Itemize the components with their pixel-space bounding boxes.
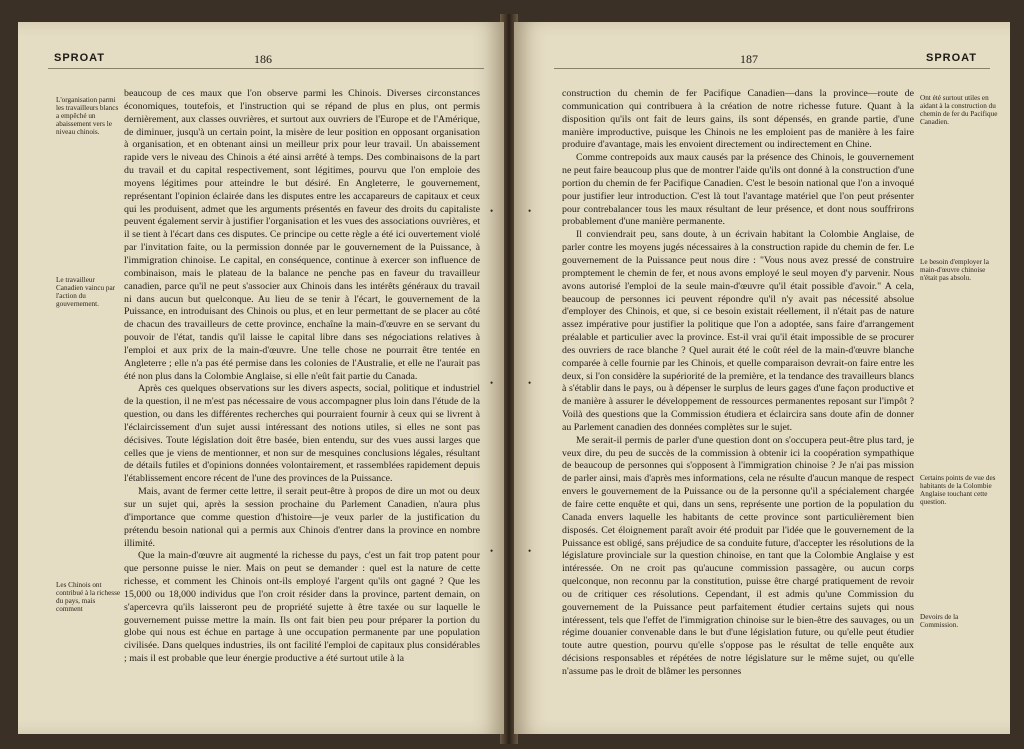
header-rule-left [48,68,484,69]
page-number-right: 187 [740,52,758,66]
margin-note: Le besoin d'employer la main-d'œuvre chinoise n'était pas absolu. [920,258,989,283]
margin-note: Ont été surtout utiles en aidant à la construction du chemin de fer du Pacifique Canadien. [920,94,998,127]
margin-note: Les Chinois ont contribué à la richesse du pays, mais comment [56,581,121,614]
paragraph: construction du chemin de fer Pacifique Canadien—dans la province—route de communication qui contribuera à la création de notre richesse future. Quant à la disposition qu'ils ont fait de leurs gains, ils sont dépensés, en grande partie, d'une manière improductive, puisque les Chinois ne les emploient pas de manière à les faire produire d'avantage, mais les envoient directement ou indirectement en Chine. [562,88,914,151]
running-head-right: SPROAT [926,52,978,64]
right-page-text [562,88,914,679]
margin-note: Devoirs de la Commission. [920,613,959,630]
binding-mark: • [490,206,494,216]
paragraph: beaucoup de ces maux que l'on observe parmi les Chinois. Diverses circonstances économiques, toutefois, et l'instruction qui se répand de plus en plus, ont permis dernièrement, aux classes ouvrières, et surtout aux ouvriers de l'Europe et de l'Amérique, de diminuer, jusqu'à un certain point, la misère de leur position en opposant organisation à organisation, et en obtenant ainsi un meilleur prix pour leur travail. Un abaissement rapide vers le niveau des Chinois a été ainsi arrêté à temps. Des combinaisons de la part du travail et du capital respectivement, sont légitimes, pourvu que l'on emploie des moyens légitimes pour atteindre le but désiré. En Angleterre, le gouvernement, représentant l'opinion éclairée dans les disputes entre les accapareurs de capitaux et ceux qui les produisent, admet que les arguments présentés en faveur des droits du capitaliste peuvent également servir à justifier l'organisation et les vues des associations ouvrières, et il se tient à l'écart dans ces disputes. Ce principe ou cette règle a été ici ouvertement violé par l'invitation faite, ou la permission donnée par le gouvernement de la Puissance, à l'immigration chinoise. Le capital, en conséquence, continue à exercer son influence de combinaison, mais le plateau de la balance ne penche pas en faveur du travailleur canadien, parce qu'il ne peut s'associer aux Chinois dans les intérêts généraux du travail ni dans aucun but quelconque. Au lieu de se tenir à l'écart, le gouvernement de la Puissance, en introduisant des Chinois ou plus, et en leur permettant de se placer au côté de chacun des travailleurs de cette province, enchaîne la main-d'œuvre en se servant du pouvoir de l'état, tandis qu'il laisse le capital libre dans ses négociations relatives à l'emploi et aux prix de la main-d'œuvre. Une telle chose ne pourrait être tentée en Angleterre ; elle n'a pas été permise dans les colonies de l'Australie, et elle ne l'aurait pas été non plus dans la Colombie Anglaise, si elle n'eût fait partie du Canada. [124,88,480,382]
page-number-left: 186 [254,52,272,66]
running-head-left: SPROAT [54,52,106,64]
right-page [514,22,1010,734]
paragraph: Me serait-il permis de parler d'une question dont on s'occupera peut-être plus tard, je veux dire, du peu de succès de la commission à obtenir ici la coopération sympathique de beaucoup de personnes qui s'opposent à l'immigration chinoise ? Je n'ai pas mission de parler ainsi, mais d'après mes informations, cela ne résulte d'aucun manque de respect envers le gouvernement de la Puissance ou de la personne qu'il a spécialement chargée de faire cette enquête et qui, dans un sens, représente une portion de la population du Canada envers laquelle les habitants de cette province sont particulièrement bien disposés. Cet éloignement paraît avoir été produit par l'idée que le gouvernement de la Puissance est obligé, sans préjudice de sa conduite future, d'accepter les résolutions de la législature provinciale sur la question chinoise, en tant que la Colombie Anglaise y est intéressée. On ne croit pas qu'aucune commission passagère, ou aucun corps quelconque, non reconnu par la constitution, puisse être chargé pratiquement de revoir ou de critiquer ces résolutions. Cependant, il est admis qu'une Commission du gouvernement de la Puissance peut parfaitement étudier certains sujets qui nous intéressent, tels que l'effet de l'immigration chinoise sur le bien-être des sauvages, ou un régime douanier convenable dans le but d'une législation future, ou qu'elle peut étudier toute autre question, pourvu qu'elle s'oppose pas le résultat de telle enquête aux décisions responsables et répétées de notre législature sur le même sujet, ou qu'elle n'assume pas le droit de blâmer les personnes [562,434,914,677]
margin-note: Certains points de vue des habitants de la Colombie Anglaise touchant cette question. [920,474,996,507]
binding-mark: • [490,378,494,388]
paragraph: Après ces quelques observations sur les divers aspects, social, politique et industriel de la question, il ne m'est pas nécessaire de vous accompagner plus loin dans l'étude de la question, ou dans les différentes recherches qui pourraient fournir à ceux qui se livrent à l'éclaircissement d'un sujet aussi intéressant des notions utiles, si elles ne sont pas décisives. Toute législation doit être basée, bien entendu, sur des vues aussi larges que celles que je viens de mentionner, et non sur de mesquines conclusions légales, résultant de détails futiles et d'opinions données volontairement, et rassemblées rapidement depuis l'établissement encore récent de l'une des provinces de la Puissance. [124,383,480,485]
paragraph: Mais, avant de fermer cette lettre, il serait peut-être à propos de dire un mot ou deux sur un sujet qui, après la session prochaine du Parlement Canadien, n'aura plus d'importance que comme question d'histoire—je veux parler de la justification du prétendu besoin national qui a permis aux Chinois d'entrer dans la province en nombre illimité. [124,486,480,549]
binding-mark: • [528,378,532,388]
margin-note: L'organisation parmi les travailleurs blancs a empêché un abaissement vers le niveau chinois. [56,96,119,137]
left-page [18,22,504,734]
paragraph: Que la main-d'œuvre ait augmenté la richesse du pays, c'est un fait trop patent pour que personne puisse le nier. Mais on peut se demander : quel est la nature de cette richesse, et comment les Chinois ont-ils employé l'argent qu'ils ont gagné ? Que les 15,000 ou 18,000 individus que l'on croit résider dans la province, partent demain, on s'apercevra qu'ils laisseront peu de propriété sujette à être taxée ou sur laquelle le gouvernement puisse mettre la main. Ils ont fait bien peu pour préparer la portion du globe qui nous est échue en partage à une occupation permanente par une population civilisée. Dans quelques industries, ils ont facilité l'emploi de capitaux plus considérables ; mais il est probable que leur énergie productive a été surtout utile à la [124,550,480,665]
binding-mark: • [528,546,532,556]
binding-mark: • [490,546,494,556]
header-rule-right [554,68,990,69]
margin-note: Le travailleur Canadien vaincu par l'action du gouvernement. [56,276,116,309]
paragraph: Il conviendrait peu, sans doute, à un écrivain habitant la Colombie Anglaise, de parler contre les moyens jugés nécessaires à la construction rapide du chemin de fer. Le gouvernement de la Puissance peut nous dire : "Vous nous avez pressé de construire promptement le chemin de fer, et nous avons employé le seul moyen d'y parvenir. Nous avons autorisé l'emploi de la seule main-d'œuvre qu'il était possible d'avoir." A cela, beaucoup de personnes ici peuvent répondre qu'il n'y avait pas nécessité absolue d'employer des Chinois, et que, si ce besoin existait réellement, il n'était pas de nature assez impérative pour justifier la politique que l'on a adoptée, sans faire d'arrangement préalable et particulier avec la province. Est-il vrai qu'il était impossible de se procurer des ouvriers de race blanche ? Quel aurait été le coût réel de la main-d'œuvre blanche comparée à celle fournie par les Chinois, et quelle comparaison devrait-on faire entre les deux, si l'on considère la supériorité de la première, et la tendance des travailleurs blancs à s'établir dans le pays, ou à dépenser le surplus de leurs gages d'une façon productive et de manière à assurer le développement de ressources permanentes reposant sur l'impôt ? Voilà des questions que la Commission étudiera et éclaircira sans doute afin de donner au Parlement canadien des données complètes sur le sujet. [562,229,914,433]
paragraph: Comme contrepoids aux maux causés par la présence des Chinois, le gouvernement ne peut faire beaucoup plus que de montrer l'aide qu'ils ont donné à la construction d'une portion du chemin de fer Pacifique Canadien. C'est le besoin national que l'on a invoqué pour justifier leur introduction. C'est là tout l'avantage matériel que l'on peut présenter pour contrebalancer tous les maux résultant de leur présence, et dont nous souffrirons probablement d'une manière permanente. [562,152,914,228]
binding-mark: • [528,206,532,216]
left-page-text [124,88,480,666]
